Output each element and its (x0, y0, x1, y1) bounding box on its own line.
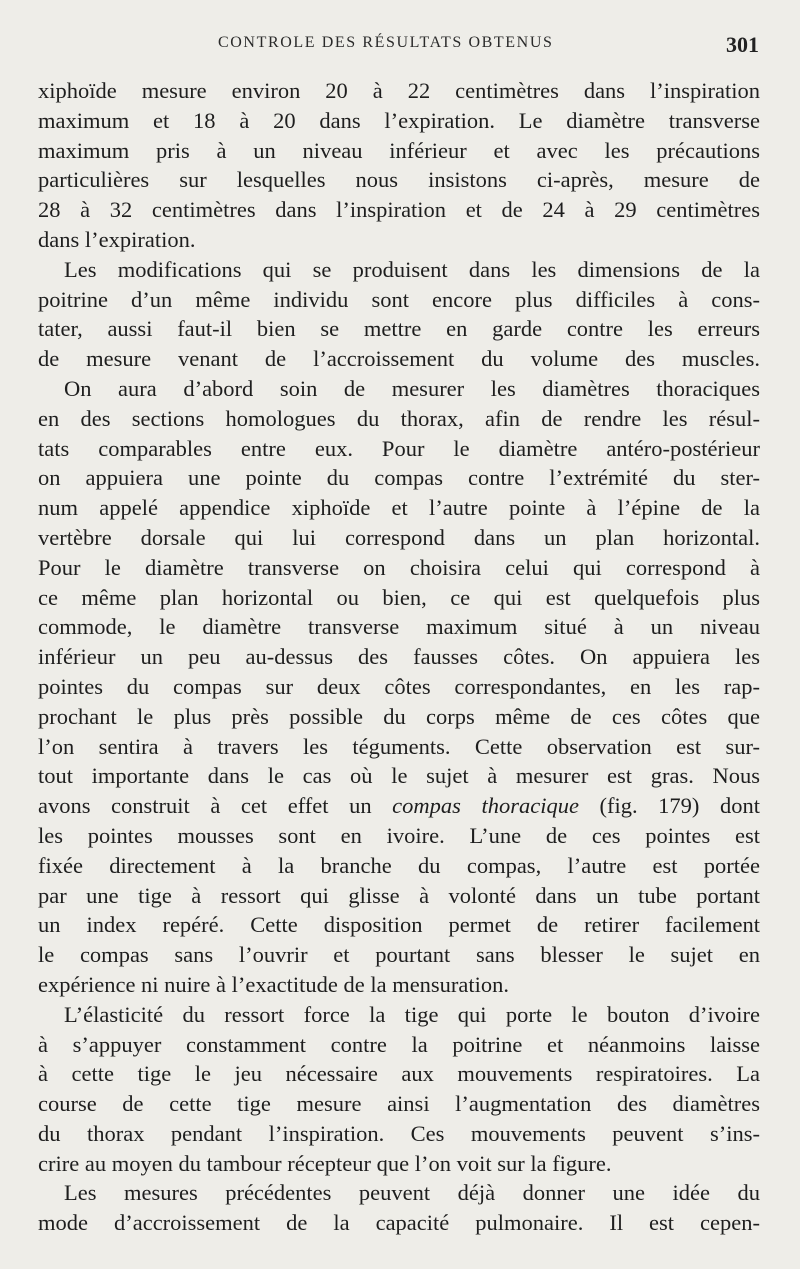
text-run: avons construit à cet effet un (38, 793, 393, 819)
paragraph-first-line: L’élasticité du ressort force la tige qui porte le bouton d’ivoire (64, 1001, 760, 1027)
text-line: un index repéré. Cette disposition permet de retirer facilement (38, 912, 760, 938)
text-line: xiphoïde mesure environ 20 à 22 centimètres dans l’inspiration (38, 78, 760, 103)
text-line: les pointes mousses sont en ivoire. L’une de ces pointes est (38, 822, 760, 848)
text-line: inférieur un peu au-dessus des fausses côtes. On appuiera les (38, 644, 760, 670)
running-title: CONTROLE DES RÉSULTATS OBTENUS (218, 34, 554, 51)
italic-term: compas thoracique (392, 793, 579, 819)
text-line: expérience ni nuire à l’exactitude de la mensuration. (38, 971, 510, 997)
text-line: poitrine d’un même individu sont encore plus difficiles à cons- (38, 286, 760, 312)
text-line: maximum pris à un niveau inférieur et avec les précautions (38, 137, 760, 163)
text-line: le compas sans l’ouvrir et pourtant sans blesser le sujet en (38, 942, 760, 968)
text-line: l’on sentira à travers les téguments. Cette observation est sur- (38, 733, 760, 759)
text-line: num appelé appendice xiphoïde et l’autre pointe à l’épine de la (38, 495, 760, 521)
text-line: tater, aussi faut-il bien se mettre en garde contre les erreurs (38, 316, 760, 342)
text-line: ce même plan horizontal ou bien, ce qui est quelquefois plus (38, 584, 760, 610)
page-header (0, 32, 800, 62)
body-text (38, 76, 760, 1238)
page-number: 301 (726, 32, 759, 57)
text-line: 28 à 32 centimètres dans l’inspiration et de 24 à 29 centimètres (38, 197, 760, 223)
text-run: (fig. 179) dont (578, 793, 760, 819)
text-line: vertèbre dorsale qui lui correspond dans un plan horizontal. (38, 524, 760, 550)
text-line: à s’appuyer constamment contre la poitrine et néanmoins laisse (38, 1031, 760, 1057)
text-line: de mesure venant de l’accroissement du volume des muscles. (38, 346, 760, 372)
text-line: on appuiera une pointe du compas contre l’extrémité du ster- (38, 465, 760, 491)
text-line: fixée directement à la branche du compas, l’autre est portée (38, 852, 760, 878)
text-line: Pour le diamètre transverse on choisira celui qui correspond à (38, 554, 760, 580)
text-line: à cette tige le jeu nécessaire aux mouvements respiratoires. La (38, 1061, 760, 1087)
text-line: mode d’accroissement de la capacité pulmonaire. Il est cepen- (38, 1210, 760, 1236)
text-line: dans l’expiration. (38, 226, 196, 252)
text-line: tats comparables entre eux. Pour le diamètre antéro-postérieur (38, 435, 760, 461)
text-line: commode, le diamètre transverse maximum situé à un niveau (38, 614, 760, 640)
paragraph-first-line: Les mesures précédentes peuvent déjà donner une idée du (64, 1180, 760, 1206)
text-line: prochant le plus près possible du corps même de ces côtes que (38, 703, 760, 729)
text-line: en des sections homologues du thorax, afin de rendre les résul- (38, 405, 760, 431)
text-line: maximum et 18 à 20 dans l’expiration. Le diamètre transverse (38, 107, 760, 133)
text-line: pointes du compas sur deux côtes correspondantes, en les rap- (38, 673, 760, 699)
text-line: par une tige à ressort qui glisse à volonté dans un tube portant (38, 882, 760, 908)
paragraph-first-line: Les modifications qui se produisent dans les dimensions de la (64, 256, 760, 282)
text-line: course de cette tige mesure ainsi l’augmentation des diamètres (38, 1091, 760, 1117)
text-line: du thorax pendant l’inspiration. Ces mouvements peuvent s’ins- (38, 1120, 760, 1146)
paragraph-first-line: On aura d’abord soin de mesurer les diamètres thoraciques (64, 375, 760, 401)
text-line: crire au moyen du tambour récepteur que l’on voit sur la figure. (38, 1150, 612, 1176)
text-line: particulières sur lesquelles nous insistons ci-après, mesure de (38, 167, 760, 193)
text-line: tout importante dans le cas où le sujet à mesurer est gras. Nous (38, 763, 760, 789)
text-line-with-italic (38, 791, 760, 821)
